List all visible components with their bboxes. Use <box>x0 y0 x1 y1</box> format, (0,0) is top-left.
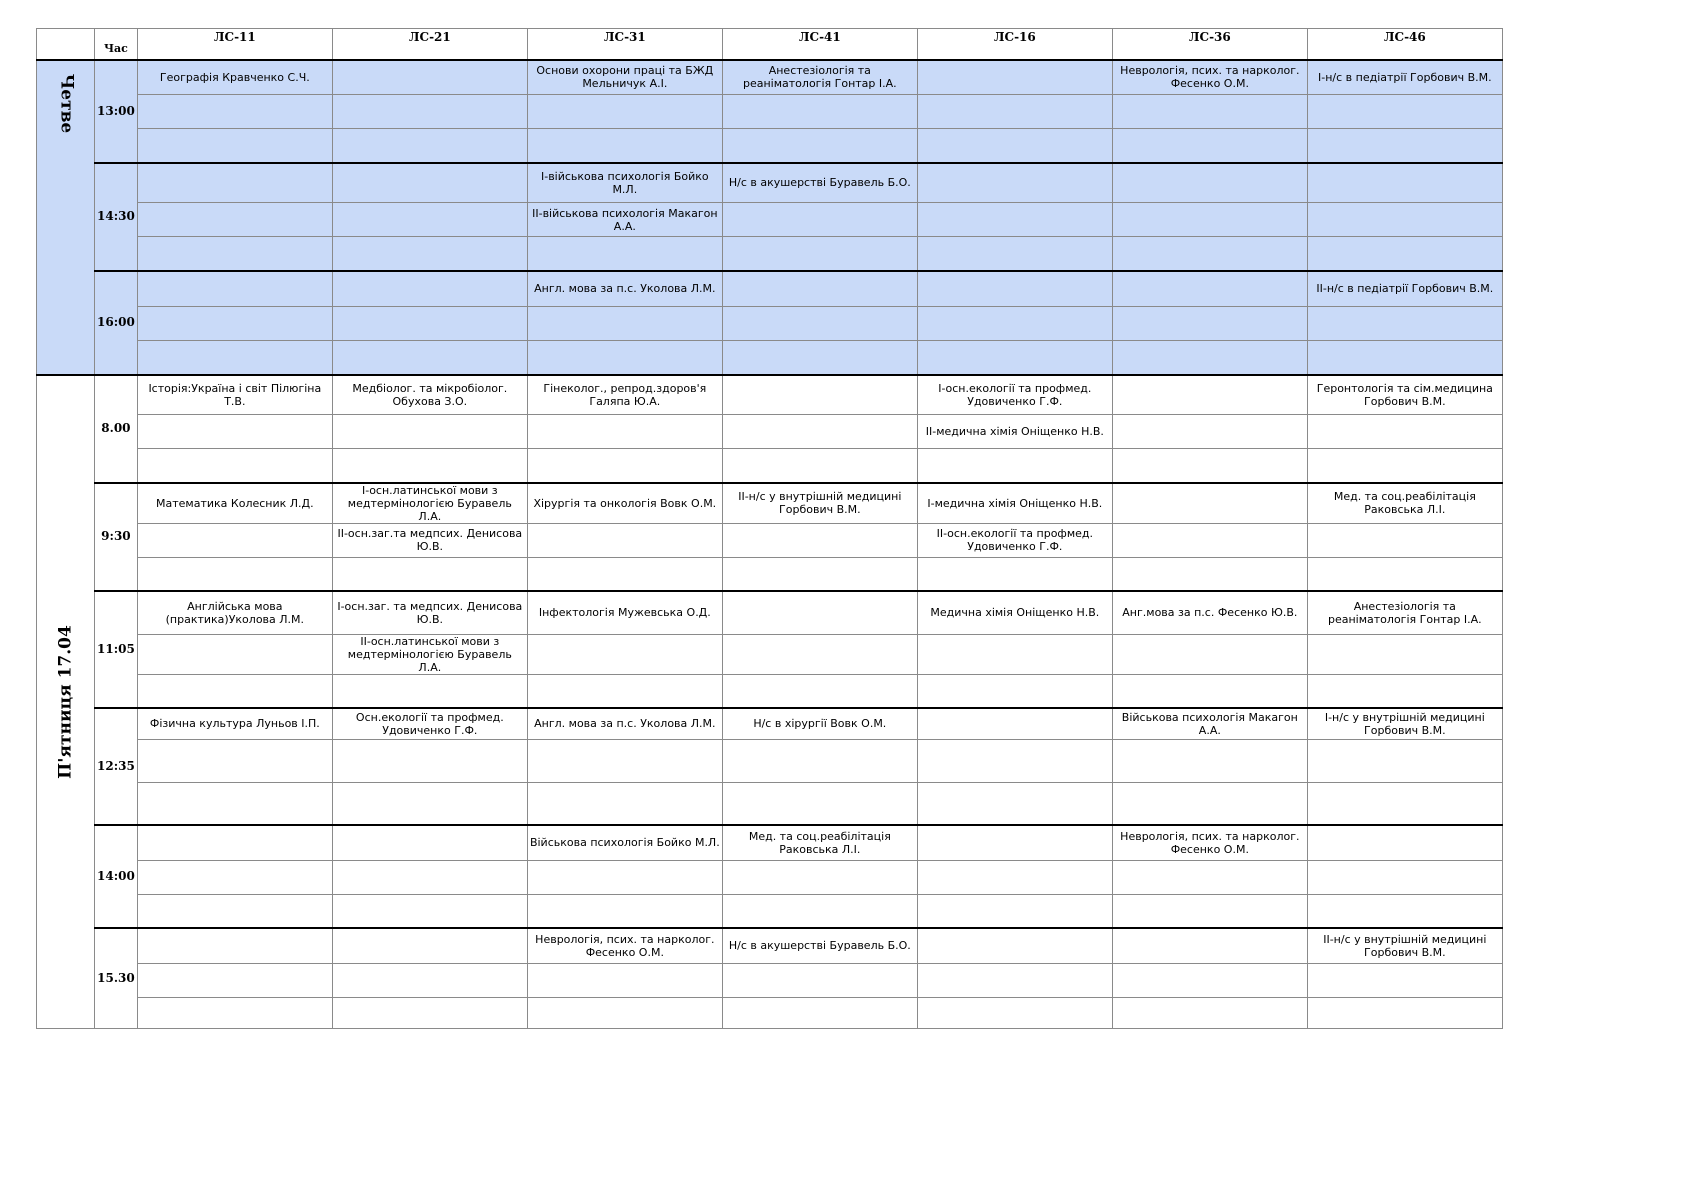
schedule-row <box>37 415 1503 449</box>
class-cell <box>1112 341 1307 375</box>
time-cell: 13:00 <box>95 60 138 163</box>
class-cell <box>332 739 527 782</box>
class-cell <box>1307 60 1502 95</box>
class-text: Інфектологія Мужевська О.Д. <box>538 606 711 620</box>
class-cell <box>917 963 1112 997</box>
schedule-row <box>37 591 1503 634</box>
class-cell <box>527 203 722 237</box>
time-cell: 8.00 <box>95 375 138 483</box>
class-cell <box>332 963 527 997</box>
class-cell <box>137 415 332 449</box>
class-cell <box>332 375 527 415</box>
group-header: ЛС-16 <box>917 29 1112 60</box>
class-cell <box>332 708 527 739</box>
class-text: Неврологія, псих. та нарколог. Фесенко О.М. <box>1120 829 1300 856</box>
schedule-row <box>37 375 1503 415</box>
class-cell <box>137 739 332 782</box>
class-cell <box>332 591 527 634</box>
class-cell <box>332 928 527 963</box>
class-cell <box>917 523 1112 557</box>
class-text: ІІ-н/с в педіатрії Горбович В.М. <box>1316 282 1494 296</box>
class-cell <box>722 963 917 997</box>
class-cell <box>917 782 1112 825</box>
class-cell <box>137 782 332 825</box>
schedule-row <box>37 523 1503 557</box>
time-cell: 12:35 <box>95 708 138 825</box>
class-cell <box>137 997 332 1028</box>
class-text: І-осн.заг. та медпсих. Денисова Ю.В. <box>337 599 523 626</box>
time-cell: 14:30 <box>95 163 138 271</box>
schedule-row <box>37 557 1503 591</box>
class-text: ІІ-військова психологія Макагон А.А. <box>532 206 718 233</box>
class-cell <box>332 449 527 483</box>
class-cell <box>1112 708 1307 739</box>
class-cell <box>1112 997 1307 1028</box>
class-cell <box>1307 963 1502 997</box>
class-cell <box>332 997 527 1028</box>
class-cell <box>527 997 722 1028</box>
class-cell <box>1307 307 1502 341</box>
class-cell <box>1112 415 1307 449</box>
class-cell <box>1307 591 1502 634</box>
class-cell <box>527 557 722 591</box>
class-cell <box>917 860 1112 894</box>
schedule-row <box>37 634 1503 674</box>
class-cell <box>137 163 332 203</box>
class-cell <box>722 341 917 375</box>
class-cell <box>1112 307 1307 341</box>
class-cell <box>137 307 332 341</box>
class-cell <box>332 237 527 271</box>
schedule-row <box>37 307 1503 341</box>
class-cell <box>917 129 1112 163</box>
class-cell <box>1307 95 1502 129</box>
schedule-row <box>37 894 1503 928</box>
class-cell <box>917 557 1112 591</box>
class-cell <box>527 825 722 860</box>
class-text: Анестезіологія та реаніматологія Гонтар І.А. <box>1328 599 1482 626</box>
class-cell <box>917 341 1112 375</box>
class-cell <box>917 825 1112 860</box>
class-cell <box>722 415 917 449</box>
class-cell <box>722 271 917 307</box>
class-cell <box>332 341 527 375</box>
schedule-row <box>37 782 1503 825</box>
class-cell <box>527 634 722 674</box>
schedule-row <box>37 237 1503 271</box>
class-cell <box>1307 928 1502 963</box>
header-row <box>37 29 1503 60</box>
class-cell <box>1307 163 1502 203</box>
class-text: ІІ-н/с у внутрішній медицині Горбович В.М. <box>738 490 902 516</box>
class-text: І-осн.латинської мови з медтермінологією Буравель Л.А. <box>347 483 512 523</box>
class-text: Мед. та соц.реабілітація Раковська Л.І. <box>748 829 891 856</box>
class-cell <box>1112 557 1307 591</box>
time-cell: 15.30 <box>95 928 138 1028</box>
class-cell <box>1112 483 1307 524</box>
class-cell <box>917 449 1112 483</box>
schedule-row <box>37 708 1503 739</box>
class-cell <box>1112 591 1307 634</box>
class-cell <box>1112 163 1307 203</box>
class-text: Неврологія, псих. та нарколог. Фесенко О.М. <box>1120 64 1300 91</box>
class-cell <box>137 483 332 524</box>
class-text: Англійська мова (практика)Уколова Л.М. <box>165 599 305 626</box>
class-cell <box>1307 634 1502 674</box>
class-cell <box>917 739 1112 782</box>
class-cell <box>527 739 722 782</box>
class-cell <box>332 203 527 237</box>
class-cell <box>722 449 917 483</box>
class-cell <box>527 307 722 341</box>
group-header: ЛС-21 <box>332 29 527 60</box>
schedule-row <box>37 341 1503 375</box>
class-text: Історія:Україна і світ Пілюгіна Т.В. <box>148 381 322 408</box>
class-text: Гінеколог., репрод.здоров'я Галяпа Ю.А. <box>543 381 707 408</box>
class-text: ІІ-осн.екології та профмед. Удовиченко Г.Ф. <box>936 527 1093 553</box>
class-cell <box>917 203 1112 237</box>
class-cell <box>1112 674 1307 708</box>
schedule-row <box>37 674 1503 708</box>
group-header: ЛС-41 <box>722 29 917 60</box>
class-cell <box>1307 203 1502 237</box>
time-cell: 14:00 <box>95 825 138 928</box>
class-cell <box>137 825 332 860</box>
class-cell <box>527 341 722 375</box>
schedule-row <box>37 928 1503 963</box>
class-cell <box>332 782 527 825</box>
schedule-row <box>37 271 1503 307</box>
class-cell <box>917 163 1112 203</box>
class-cell <box>917 483 1112 524</box>
class-cell <box>722 997 917 1028</box>
class-cell <box>722 557 917 591</box>
class-cell <box>137 523 332 557</box>
class-cell <box>527 591 722 634</box>
class-cell <box>722 634 917 674</box>
class-cell <box>527 483 722 524</box>
class-cell <box>332 95 527 129</box>
class-cell <box>722 825 917 860</box>
class-cell <box>332 483 527 524</box>
class-cell <box>527 860 722 894</box>
class-cell <box>917 591 1112 634</box>
class-cell <box>1112 860 1307 894</box>
schedule-row <box>37 203 1503 237</box>
class-cell <box>527 237 722 271</box>
class-cell <box>722 860 917 894</box>
class-text: Фізична культура Луньов І.П. <box>149 717 320 731</box>
class-cell <box>722 591 917 634</box>
class-cell <box>527 523 722 557</box>
class-cell <box>722 483 917 524</box>
schedule-row <box>37 997 1503 1028</box>
class-cell <box>332 825 527 860</box>
class-cell <box>1307 557 1502 591</box>
schedule-row <box>37 163 1503 203</box>
schedule-row <box>37 449 1503 483</box>
class-text: ІІ-осн.латинської мови з медтермінологією Буравель Л.А. <box>347 634 512 674</box>
class-cell <box>1112 129 1307 163</box>
class-cell <box>722 163 917 203</box>
class-text: Хірургія та онкологія Вовк О.М. <box>533 496 717 510</box>
class-cell <box>137 591 332 634</box>
class-cell <box>332 271 527 307</box>
class-cell <box>722 60 917 95</box>
class-cell <box>1112 963 1307 997</box>
class-cell <box>1112 271 1307 307</box>
class-cell <box>722 782 917 825</box>
class-cell <box>1112 449 1307 483</box>
class-cell <box>917 928 1112 963</box>
class-cell <box>1307 129 1502 163</box>
class-cell <box>1307 782 1502 825</box>
class-text: І-медична хімія Оніщенко Н.В. <box>927 496 1103 510</box>
class-cell <box>332 634 527 674</box>
class-text: Мед. та соц.реабілітація Раковська Л.І. <box>1333 490 1476 516</box>
class-cell <box>137 634 332 674</box>
class-text: Медбіолог. та мікробіолог. Обухова З.О. <box>352 381 508 408</box>
class-cell <box>527 782 722 825</box>
group-header: ЛС-46 <box>1307 29 1502 60</box>
class-text: Географія Кравченко С.Ч. <box>159 70 310 84</box>
schedule-row <box>37 95 1503 129</box>
class-cell <box>1307 271 1502 307</box>
class-text: І-осн.екології та профмед. Удовиченко Г.Ф. <box>938 381 1092 408</box>
class-cell <box>917 237 1112 271</box>
class-text: Н/с в акушерстві Буравель Б.О. <box>728 939 911 953</box>
class-cell <box>1307 825 1502 860</box>
class-cell <box>1307 708 1502 739</box>
class-cell <box>332 674 527 708</box>
corner-cell <box>37 29 95 60</box>
class-cell <box>527 894 722 928</box>
class-cell <box>1307 894 1502 928</box>
class-cell <box>1112 634 1307 674</box>
class-cell <box>527 271 722 307</box>
class-cell <box>332 557 527 591</box>
class-cell <box>917 375 1112 415</box>
class-cell <box>917 307 1112 341</box>
class-cell <box>1112 95 1307 129</box>
class-text: Геронтологія та сім.медицина Горбович В.М. <box>1316 381 1493 408</box>
class-cell <box>527 708 722 739</box>
class-text: І-н/с у внутрішній медицині Горбович В.М. <box>1324 710 1485 737</box>
group-header: ЛС-36 <box>1112 29 1307 60</box>
hour-column-header: Час <box>95 29 138 60</box>
class-cell <box>722 129 917 163</box>
class-text: І-н/с в педіатрії Горбович В.М. <box>1318 70 1492 84</box>
class-text: Неврологія, псих. та нарколог. Фесенко О.М. <box>535 932 715 959</box>
class-cell <box>1112 523 1307 557</box>
class-cell <box>722 928 917 963</box>
class-cell <box>527 449 722 483</box>
day-label-cell <box>37 375 95 1029</box>
class-cell <box>332 894 527 928</box>
schedule-row <box>37 129 1503 163</box>
class-cell <box>332 129 527 163</box>
class-cell <box>137 449 332 483</box>
class-cell <box>1112 60 1307 95</box>
class-text: І-військова психологія Бойко М.Л. <box>540 169 709 196</box>
class-cell <box>332 523 527 557</box>
class-cell <box>722 674 917 708</box>
class-text: ІІ-медична хімія Оніщенко Н.В. <box>925 425 1104 438</box>
class-cell <box>722 894 917 928</box>
class-cell <box>137 708 332 739</box>
class-text: Анг.мова за п.с. Фесенко Ю.В. <box>1122 606 1298 620</box>
class-cell <box>722 708 917 739</box>
class-text: Військова психологія Бойко М.Л. <box>529 836 720 850</box>
schedule-body <box>37 60 1503 1029</box>
class-cell <box>1112 894 1307 928</box>
schedule-row <box>37 963 1503 997</box>
class-text: Н/с в хірургії Вовк О.М. <box>753 717 887 731</box>
class-cell <box>527 963 722 997</box>
schedule-row <box>37 60 1503 95</box>
class-cell <box>1112 237 1307 271</box>
class-text: Англ. мова за п.с. Уколова Л.М. <box>534 282 716 296</box>
class-cell <box>1112 825 1307 860</box>
class-text: Основи охорони праці та БЖД Мельничук А.І. <box>536 64 714 91</box>
day-label: Четве <box>56 73 76 133</box>
class-cell <box>137 928 332 963</box>
class-cell <box>917 634 1112 674</box>
class-text: Анестезіологія та реаніматологія Гонтар І.А. <box>743 64 897 91</box>
class-cell <box>917 415 1112 449</box>
class-cell <box>1112 928 1307 963</box>
class-cell <box>527 928 722 963</box>
class-cell <box>1112 375 1307 415</box>
class-text: ІІ-осн.заг.та медпсих. Денисова Ю.В. <box>337 527 523 553</box>
day-label-cell <box>37 60 95 375</box>
class-cell <box>332 415 527 449</box>
class-cell <box>1307 523 1502 557</box>
time-cell: 9:30 <box>95 483 138 592</box>
class-cell <box>527 60 722 95</box>
class-cell <box>722 95 917 129</box>
class-text: ІІ-н/с у внутрішній медицині Горбович В.М. <box>1323 932 1487 959</box>
schedule-row <box>37 825 1503 860</box>
class-cell <box>917 997 1112 1028</box>
class-text: Медична хімія Оніщенко Н.В. <box>930 606 1100 620</box>
class-cell <box>1307 860 1502 894</box>
time-cell: 16:00 <box>95 271 138 375</box>
class-cell <box>1112 203 1307 237</box>
class-text: Осн.екології та профмед. Удовиченко Г.Ф. <box>355 710 504 737</box>
class-cell <box>527 129 722 163</box>
class-cell <box>137 341 332 375</box>
class-cell <box>137 375 332 415</box>
schedule-row <box>37 860 1503 894</box>
class-cell <box>1307 997 1502 1028</box>
class-cell <box>527 95 722 129</box>
class-cell <box>137 129 332 163</box>
class-cell <box>1307 237 1502 271</box>
class-text: Математика Колесник Л.Д. <box>156 496 314 510</box>
class-cell <box>917 708 1112 739</box>
class-cell <box>332 60 527 95</box>
time-cell: 11:05 <box>95 591 138 708</box>
class-cell <box>917 271 1112 307</box>
class-cell <box>722 375 917 415</box>
class-cell <box>1307 415 1502 449</box>
schedule-table <box>36 28 1503 1029</box>
class-cell <box>527 674 722 708</box>
class-cell <box>1307 375 1502 415</box>
class-cell <box>332 860 527 894</box>
schedule-row <box>37 739 1503 782</box>
class-cell <box>137 203 332 237</box>
class-cell <box>722 307 917 341</box>
group-header: ЛС-11 <box>137 29 332 60</box>
class-cell <box>137 674 332 708</box>
class-cell <box>137 237 332 271</box>
class-cell <box>1307 739 1502 782</box>
class-cell <box>722 203 917 237</box>
class-text: Н/с в акушерстві Буравель Б.О. <box>728 176 911 190</box>
class-cell <box>137 557 332 591</box>
class-cell <box>137 963 332 997</box>
class-cell <box>1307 483 1502 524</box>
class-cell <box>137 894 332 928</box>
class-cell <box>722 739 917 782</box>
class-cell <box>527 415 722 449</box>
class-cell <box>1307 341 1502 375</box>
class-cell <box>917 60 1112 95</box>
day-label: П'ятниця 17.04 <box>55 624 75 779</box>
class-cell <box>1112 782 1307 825</box>
class-cell <box>137 271 332 307</box>
class-cell <box>1307 449 1502 483</box>
class-cell <box>917 95 1112 129</box>
class-cell <box>1112 739 1307 782</box>
class-cell <box>137 95 332 129</box>
class-text: Англ. мова за п.с. Уколова Л.М. <box>534 717 716 731</box>
class-cell <box>137 860 332 894</box>
class-cell <box>137 60 332 95</box>
group-header: ЛС-31 <box>527 29 722 60</box>
class-cell <box>722 523 917 557</box>
class-cell <box>332 307 527 341</box>
class-cell <box>527 375 722 415</box>
class-cell <box>917 894 1112 928</box>
class-cell <box>722 237 917 271</box>
class-cell <box>332 163 527 203</box>
class-cell <box>1307 674 1502 708</box>
class-cell <box>527 163 722 203</box>
class-cell <box>917 674 1112 708</box>
schedule-row <box>37 483 1503 524</box>
class-text: Військова психологія Макагон А.А. <box>1121 710 1298 737</box>
